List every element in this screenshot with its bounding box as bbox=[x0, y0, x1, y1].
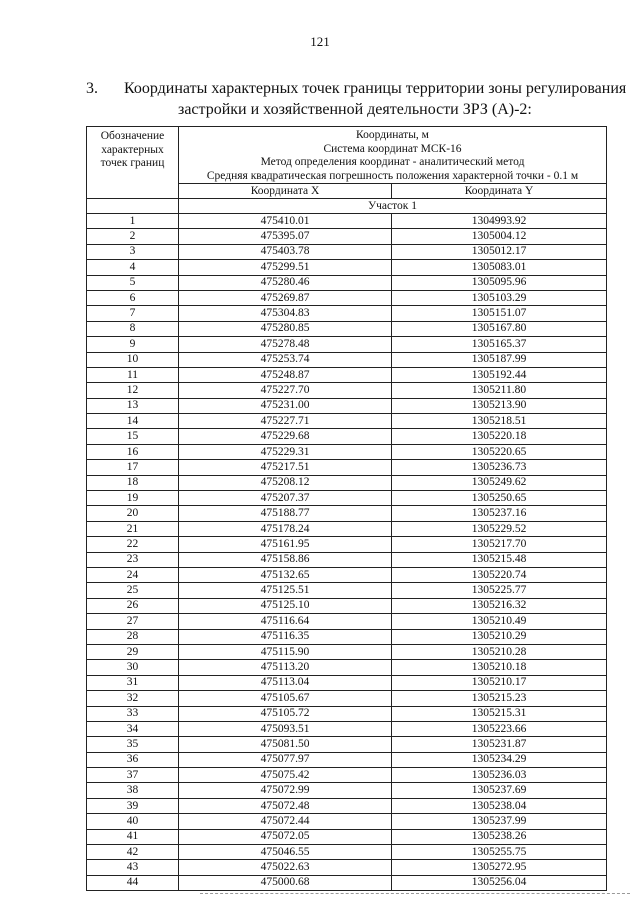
coordinate-x-cell: 475072.99 bbox=[179, 783, 392, 798]
coordinate-y-cell: 1305167.80 bbox=[392, 321, 607, 336]
table-row bbox=[87, 583, 607, 598]
table-row bbox=[87, 598, 607, 613]
table-row bbox=[87, 275, 607, 290]
coordinate-x-cell: 475105.67 bbox=[179, 691, 392, 706]
point-number-cell: 2 bbox=[87, 229, 179, 244]
coordinate-x-cell: 475229.68 bbox=[179, 429, 392, 444]
table-row bbox=[87, 721, 607, 736]
point-number-cell: 25 bbox=[87, 583, 179, 598]
table-row bbox=[87, 737, 607, 752]
coordinate-x-cell: 475229.31 bbox=[179, 444, 392, 459]
section-label: Участок 1 bbox=[179, 199, 607, 214]
point-number-cell: 7 bbox=[87, 306, 179, 321]
coordinate-y-cell: 1305220.18 bbox=[392, 429, 607, 444]
coordinate-y-cell: 1305216.32 bbox=[392, 598, 607, 613]
table-row bbox=[87, 414, 607, 429]
header-left-line: точек границ bbox=[100, 157, 165, 169]
table-row bbox=[87, 321, 607, 336]
point-number-cell: 11 bbox=[87, 367, 179, 382]
table-row bbox=[87, 614, 607, 629]
coordinate-y-cell: 1305234.29 bbox=[392, 752, 607, 767]
point-number-cell: 4 bbox=[87, 260, 179, 275]
table-row bbox=[87, 444, 607, 459]
table-row bbox=[87, 567, 607, 582]
coordinate-x-cell: 475403.78 bbox=[179, 244, 392, 259]
point-number-cell: 1 bbox=[87, 214, 179, 229]
table-row bbox=[87, 644, 607, 659]
point-number-cell: 28 bbox=[87, 629, 179, 644]
coordinate-y-cell: 1305210.29 bbox=[392, 629, 607, 644]
point-number-cell: 30 bbox=[87, 660, 179, 675]
table-row bbox=[87, 875, 607, 890]
point-number-cell: 42 bbox=[87, 845, 179, 860]
coordinate-y-cell: 1305223.66 bbox=[392, 721, 607, 736]
table-row bbox=[87, 829, 607, 844]
table-row bbox=[87, 491, 607, 506]
table-row bbox=[87, 290, 607, 305]
table-row bbox=[87, 367, 607, 382]
coordinate-x-cell: 475269.87 bbox=[179, 290, 392, 305]
point-number-cell: 23 bbox=[87, 552, 179, 567]
table-row bbox=[87, 229, 607, 244]
point-number-cell: 39 bbox=[87, 798, 179, 813]
coordinate-y-cell: 1305004.12 bbox=[392, 229, 607, 244]
coordinate-x-cell: 475161.95 bbox=[179, 537, 392, 552]
point-number-cell: 12 bbox=[87, 383, 179, 398]
coordinate-x-cell: 475278.48 bbox=[179, 337, 392, 352]
table-row bbox=[87, 383, 607, 398]
coordinate-x-cell: 475280.46 bbox=[179, 275, 392, 290]
coordinate-x-cell: 475115.90 bbox=[179, 644, 392, 659]
coordinate-y-cell: 1305229.52 bbox=[392, 521, 607, 536]
point-number-cell: 17 bbox=[87, 460, 179, 475]
table-row bbox=[87, 337, 607, 352]
coordinate-x-cell: 475207.37 bbox=[179, 491, 392, 506]
point-number-cell: 32 bbox=[87, 691, 179, 706]
point-number-cell: 29 bbox=[87, 644, 179, 659]
point-number-cell: 34 bbox=[87, 721, 179, 736]
coordinate-y-cell: 1305215.23 bbox=[392, 691, 607, 706]
point-number-cell: 9 bbox=[87, 337, 179, 352]
coordinates-header bbox=[179, 127, 607, 184]
coordinate-y-cell: 1305250.65 bbox=[392, 491, 607, 506]
coordinate-x-cell: 475280.85 bbox=[179, 321, 392, 336]
coordinate-y-cell: 1305236.73 bbox=[392, 460, 607, 475]
point-number-cell: 44 bbox=[87, 875, 179, 890]
coordinate-x-cell: 475075.42 bbox=[179, 768, 392, 783]
coordinate-x-cell: 475113.20 bbox=[179, 660, 392, 675]
point-number-cell: 8 bbox=[87, 321, 179, 336]
table-row bbox=[87, 306, 607, 321]
coordinate-y-cell: 1305236.03 bbox=[392, 768, 607, 783]
coordinate-y-cell: 1305272.95 bbox=[392, 860, 607, 875]
coordinate-y-cell: 1305249.62 bbox=[392, 475, 607, 490]
table-row bbox=[87, 783, 607, 798]
heading-line-1: Координаты характерных точек границы территории зоны регулирования bbox=[124, 80, 627, 97]
coordinate-x-cell: 475093.51 bbox=[179, 721, 392, 736]
point-number-cell: 6 bbox=[87, 290, 179, 305]
coordinate-x-cell: 475248.87 bbox=[179, 367, 392, 382]
point-number-cell: 36 bbox=[87, 752, 179, 767]
coordinate-y-cell: 1305192.44 bbox=[392, 367, 607, 382]
point-number-cell: 31 bbox=[87, 675, 179, 690]
coordinate-y-cell: 1305231.87 bbox=[392, 737, 607, 752]
point-number-cell: 3 bbox=[87, 244, 179, 259]
table-row bbox=[87, 814, 607, 829]
coordinate-y-cell: 1305218.51 bbox=[392, 414, 607, 429]
table-row bbox=[87, 706, 607, 721]
table-row bbox=[87, 552, 607, 567]
point-number-cell: 16 bbox=[87, 444, 179, 459]
coordinate-y-cell: 1305220.74 bbox=[392, 567, 607, 582]
table-row bbox=[87, 860, 607, 875]
coordinate-y-cell: 1305237.16 bbox=[392, 506, 607, 521]
point-number-cell: 20 bbox=[87, 506, 179, 521]
coordinate-y-cell: 1305217.70 bbox=[392, 537, 607, 552]
coordinate-x-cell: 475299.51 bbox=[179, 260, 392, 275]
coordinate-x-cell: 475217.51 bbox=[179, 460, 392, 475]
table-row bbox=[87, 398, 607, 413]
table-row bbox=[87, 660, 607, 675]
table-row bbox=[87, 460, 607, 475]
coordinate-x-cell: 475395.07 bbox=[179, 229, 392, 244]
table-row bbox=[87, 537, 607, 552]
point-designation-header bbox=[87, 127, 179, 199]
coordinate-x-cell: 475132.65 bbox=[179, 567, 392, 582]
coordinate-y-cell: 1305210.28 bbox=[392, 644, 607, 659]
coordinate-y-cell: 1305215.31 bbox=[392, 706, 607, 721]
coordinate-y-cell: 1304993.92 bbox=[392, 214, 607, 229]
point-number-cell: 40 bbox=[87, 814, 179, 829]
coordinate-y-cell: 1305210.18 bbox=[392, 660, 607, 675]
section-row-spacer bbox=[87, 199, 179, 214]
point-number-cell: 21 bbox=[87, 521, 179, 536]
coordinate-x-cell: 475231.00 bbox=[179, 398, 392, 413]
coordinate-x-cell: 475125.10 bbox=[179, 598, 392, 613]
table-row bbox=[87, 691, 607, 706]
coordinate-x-cell: 475000.68 bbox=[179, 875, 392, 890]
heading-line-2: застройки и хозяйственной деятельности ЗРЗ (А)-2: bbox=[178, 101, 532, 118]
point-number-cell: 38 bbox=[87, 783, 179, 798]
table-row bbox=[87, 506, 607, 521]
point-number-cell: 13 bbox=[87, 398, 179, 413]
column-x-header: Координата X bbox=[179, 184, 392, 199]
table-row bbox=[87, 845, 607, 860]
header-right-line: Система координат МСК-16 bbox=[323, 142, 462, 155]
coordinate-y-cell: 1305187.99 bbox=[392, 352, 607, 367]
coordinate-x-cell: 475158.86 bbox=[179, 552, 392, 567]
coordinate-x-cell: 475022.63 bbox=[179, 860, 392, 875]
table-row bbox=[87, 214, 607, 229]
page-number: 121 bbox=[310, 34, 330, 49]
coordinate-y-cell: 1305238.26 bbox=[392, 829, 607, 844]
table-row bbox=[87, 244, 607, 259]
table-row bbox=[87, 521, 607, 536]
table-row bbox=[87, 352, 607, 367]
coordinate-x-cell: 475116.64 bbox=[179, 614, 392, 629]
point-number-cell: 35 bbox=[87, 737, 179, 752]
coordinate-x-cell: 475178.24 bbox=[179, 521, 392, 536]
coordinate-y-cell: 1305165.37 bbox=[392, 337, 607, 352]
point-number-cell: 15 bbox=[87, 429, 179, 444]
point-number-cell: 41 bbox=[87, 829, 179, 844]
bottom-rule bbox=[200, 893, 630, 895]
point-number-cell: 26 bbox=[87, 598, 179, 613]
table-row bbox=[87, 768, 607, 783]
point-number-cell: 27 bbox=[87, 614, 179, 629]
coordinate-y-cell: 1305225.77 bbox=[392, 583, 607, 598]
coordinate-y-cell: 1305210.49 bbox=[392, 614, 607, 629]
coordinate-x-cell: 475125.51 bbox=[179, 583, 392, 598]
coordinate-x-cell: 475410.01 bbox=[179, 214, 392, 229]
coordinate-y-cell: 1305103.29 bbox=[392, 290, 607, 305]
point-number-cell: 14 bbox=[87, 414, 179, 429]
coordinate-y-cell: 1305255.75 bbox=[392, 845, 607, 860]
coordinate-x-cell: 475116.35 bbox=[179, 629, 392, 644]
header-right-line: Средняя квадратическая погрешность положения характерной точки - 0.1 м bbox=[206, 169, 579, 182]
section-number: 3. bbox=[86, 80, 98, 97]
header-right-line: Координаты, м bbox=[356, 129, 429, 141]
coordinate-x-cell: 475105.72 bbox=[179, 706, 392, 721]
coordinate-x-cell: 475081.50 bbox=[179, 737, 392, 752]
coordinate-y-cell: 1305210.17 bbox=[392, 675, 607, 690]
point-number-cell: 19 bbox=[87, 491, 179, 506]
coordinate-y-cell: 1305238.04 bbox=[392, 798, 607, 813]
point-number-cell: 22 bbox=[87, 537, 179, 552]
point-number-cell: 10 bbox=[87, 352, 179, 367]
coordinate-x-cell: 475304.83 bbox=[179, 306, 392, 321]
coordinate-x-cell: 475072.48 bbox=[179, 798, 392, 813]
table-row bbox=[87, 752, 607, 767]
point-number-cell: 24 bbox=[87, 567, 179, 582]
coordinate-y-cell: 1305213.90 bbox=[392, 398, 607, 413]
coordinate-x-cell: 475072.44 bbox=[179, 814, 392, 829]
section-row bbox=[87, 199, 607, 214]
coordinate-y-cell: 1305237.69 bbox=[392, 783, 607, 798]
table-row bbox=[87, 260, 607, 275]
table-row bbox=[87, 798, 607, 813]
coordinate-y-cell: 1305256.04 bbox=[392, 875, 607, 890]
table-row bbox=[87, 475, 607, 490]
coordinate-x-cell: 475077.97 bbox=[179, 752, 392, 767]
coordinate-x-cell: 475188.77 bbox=[179, 506, 392, 521]
table-row bbox=[87, 429, 607, 444]
table-header-row bbox=[87, 127, 607, 184]
coordinate-y-cell: 1305237.99 bbox=[392, 814, 607, 829]
coordinate-x-cell: 475046.55 bbox=[179, 845, 392, 860]
coordinate-y-cell: 1305012.17 bbox=[392, 244, 607, 259]
coordinate-x-cell: 475072.05 bbox=[179, 829, 392, 844]
coordinate-y-cell: 1305211.80 bbox=[392, 383, 607, 398]
header-left-line: характерных bbox=[101, 143, 164, 156]
coordinate-y-cell: 1305215.48 bbox=[392, 552, 607, 567]
coordinate-x-cell: 475208.12 bbox=[179, 475, 392, 490]
coordinates-table bbox=[86, 126, 607, 891]
coordinate-y-cell: 1305151.07 bbox=[392, 306, 607, 321]
column-y-header: Координата Y bbox=[392, 184, 607, 199]
table-row bbox=[87, 629, 607, 644]
table-row bbox=[87, 675, 607, 690]
header-right-line: Метод определения координат - аналитический метод bbox=[260, 156, 525, 168]
coordinate-x-cell: 475113.04 bbox=[179, 675, 392, 690]
coordinate-x-cell: 475253.74 bbox=[179, 352, 392, 367]
coordinate-y-cell: 1305095.96 bbox=[392, 275, 607, 290]
coordinate-x-cell: 475227.71 bbox=[179, 414, 392, 429]
point-number-cell: 43 bbox=[87, 860, 179, 875]
coordinate-y-cell: 1305083.01 bbox=[392, 260, 607, 275]
point-number-cell: 33 bbox=[87, 706, 179, 721]
point-number-cell: 5 bbox=[87, 275, 179, 290]
coordinate-y-cell: 1305220.65 bbox=[392, 444, 607, 459]
point-number-cell: 18 bbox=[87, 475, 179, 490]
coordinate-x-cell: 475227.70 bbox=[179, 383, 392, 398]
header-left-line: Обозначение bbox=[100, 130, 165, 142]
point-number-cell: 37 bbox=[87, 768, 179, 783]
